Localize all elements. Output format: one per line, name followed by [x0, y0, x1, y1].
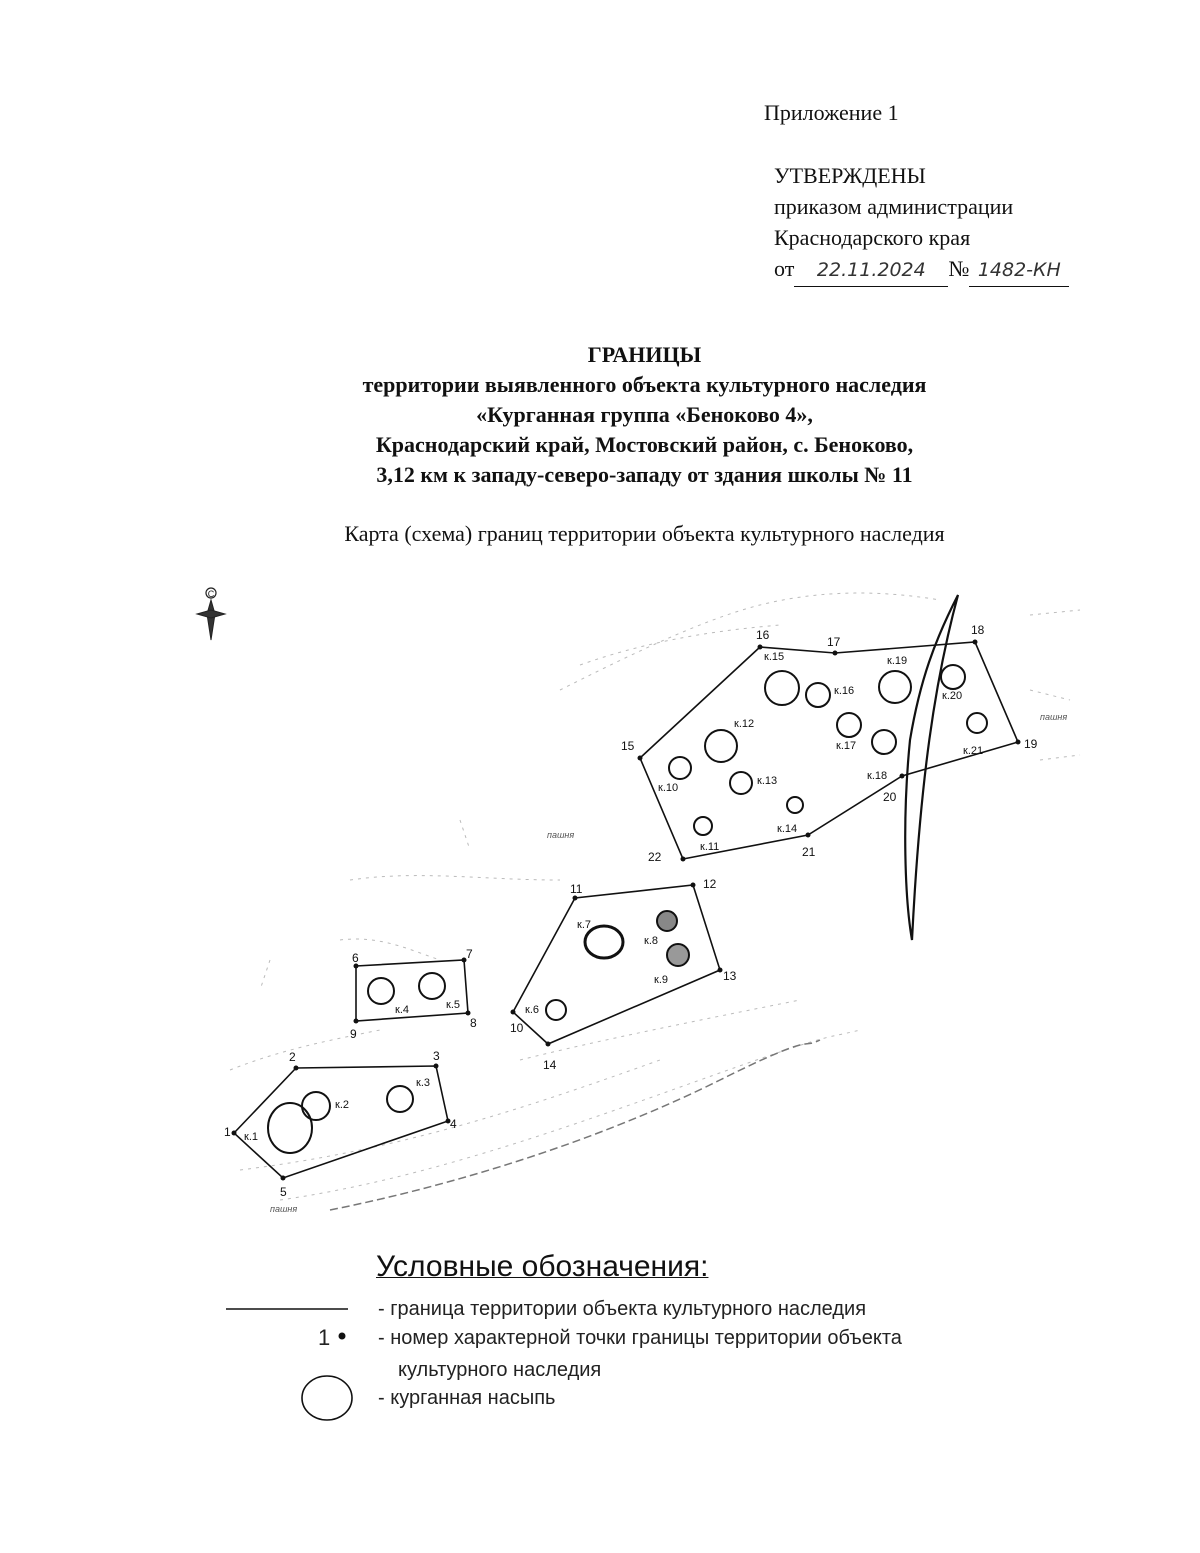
field-label: пашня	[547, 830, 575, 840]
field-label: пашня	[270, 1204, 298, 1214]
approved-heading: УТВЕРЖДЕНЫ	[774, 163, 926, 188]
map-subtitle: Карта (схема) границ территории объекта культурного наследия	[344, 521, 945, 546]
point-label: 20	[883, 790, 897, 804]
legend-point-text-1: - номер характерной точки границы территории объекта	[378, 1327, 902, 1349]
field-label: пашня	[1040, 712, 1068, 722]
mound-label: к.15	[764, 651, 785, 663]
approved-region: Краснодарского края	[774, 225, 971, 250]
point-label: 8	[470, 1016, 477, 1030]
point-label: 15	[621, 739, 635, 753]
mound-label: к.21	[963, 745, 984, 757]
mound-label: к.2	[335, 1099, 349, 1111]
boundary-area-2	[356, 960, 468, 1021]
legend-point-dot-icon	[336, 1330, 348, 1342]
mound-label: к.8	[644, 935, 658, 947]
boundary-area-3	[513, 885, 720, 1044]
mound-label: к.12	[734, 718, 755, 730]
point-label: 7	[466, 947, 473, 961]
road-dashed-line	[330, 1040, 820, 1210]
point-label: 17	[827, 635, 841, 649]
mound-label: к.5	[446, 999, 460, 1011]
legend-boundary-text: - граница территории объекта культурного наследия	[378, 1298, 867, 1320]
compass-label: С	[207, 589, 215, 599]
point-label: 16	[756, 628, 770, 642]
mound-labels	[244, 651, 983, 1143]
point-label: 9	[350, 1027, 357, 1041]
north-arrow-icon	[197, 588, 225, 640]
mound-label: к.6	[525, 1004, 539, 1016]
date-prefix: от	[774, 256, 795, 281]
mound-label: к.11	[700, 841, 720, 853]
mound-label: к.20	[942, 690, 963, 702]
point-label: 3	[433, 1049, 440, 1063]
point-label: 10	[510, 1021, 524, 1035]
legend-mound-text: - курганная насыпь	[378, 1387, 556, 1409]
title-line-3: «Курганная группа «Беноково 4»,	[476, 402, 813, 427]
number-prefix: №	[948, 256, 970, 281]
legend-title: Условные обозначения:	[376, 1250, 709, 1283]
point-label: 4	[450, 1117, 457, 1131]
title-line-2: территории выявленного объекта культурного наследия	[362, 372, 927, 397]
mound-label: к.14	[777, 823, 798, 835]
mound-label: к.9	[654, 974, 668, 986]
point-label: 11	[570, 882, 583, 896]
order-date-handwritten: 22.11.2024	[794, 255, 948, 287]
approved-by-order: приказом администрации	[774, 194, 1014, 219]
point-label: 19	[1024, 737, 1038, 751]
mound-label: к.18	[867, 770, 888, 782]
point-label: 21	[802, 845, 816, 859]
mound-label: к.7	[577, 919, 591, 931]
point-label: 22	[648, 850, 662, 864]
mound-label: к.10	[658, 782, 679, 794]
appendix-label: Приложение 1	[764, 100, 899, 125]
point-label: 5	[280, 1185, 287, 1199]
title-line-4: Краснодарский край, Мостовский район, с. Беноково,	[375, 432, 914, 457]
mound-label: к.17	[836, 740, 857, 752]
mound-label: к.1	[244, 1131, 258, 1143]
point-label: 12	[703, 877, 717, 891]
legend-point-text-2: культурного наследия	[398, 1359, 602, 1381]
legend-mound-circle-icon	[300, 1374, 356, 1424]
mound-label: к.16	[834, 685, 855, 697]
point-label: 13	[723, 969, 737, 983]
point-label: 6	[352, 951, 359, 965]
mound-label: к.13	[757, 775, 778, 787]
mound-label: к.4	[395, 1004, 409, 1016]
mound-label: к.3	[416, 1077, 430, 1089]
point-label: 1	[224, 1125, 231, 1139]
order-number-handwritten: 1482-КН	[969, 255, 1069, 287]
mound-label: к.19	[887, 655, 908, 667]
point-label: 14	[543, 1058, 557, 1072]
boundary-points	[232, 640, 1021, 1181]
legend-boundary-line	[226, 1305, 350, 1313]
boundary-polygons	[234, 642, 1018, 1178]
legend-point-sample: 1	[318, 1325, 331, 1350]
boundary-area-4	[640, 642, 1018, 859]
title-line-1: ГРАНИЦЫ	[587, 342, 702, 367]
point-label: 18	[971, 623, 985, 637]
title-line-5: 3,12 км к западу-северо-западу от здания школы № 11	[376, 462, 913, 487]
point-label: 2	[289, 1050, 296, 1064]
background-contours	[230, 593, 1080, 1200]
